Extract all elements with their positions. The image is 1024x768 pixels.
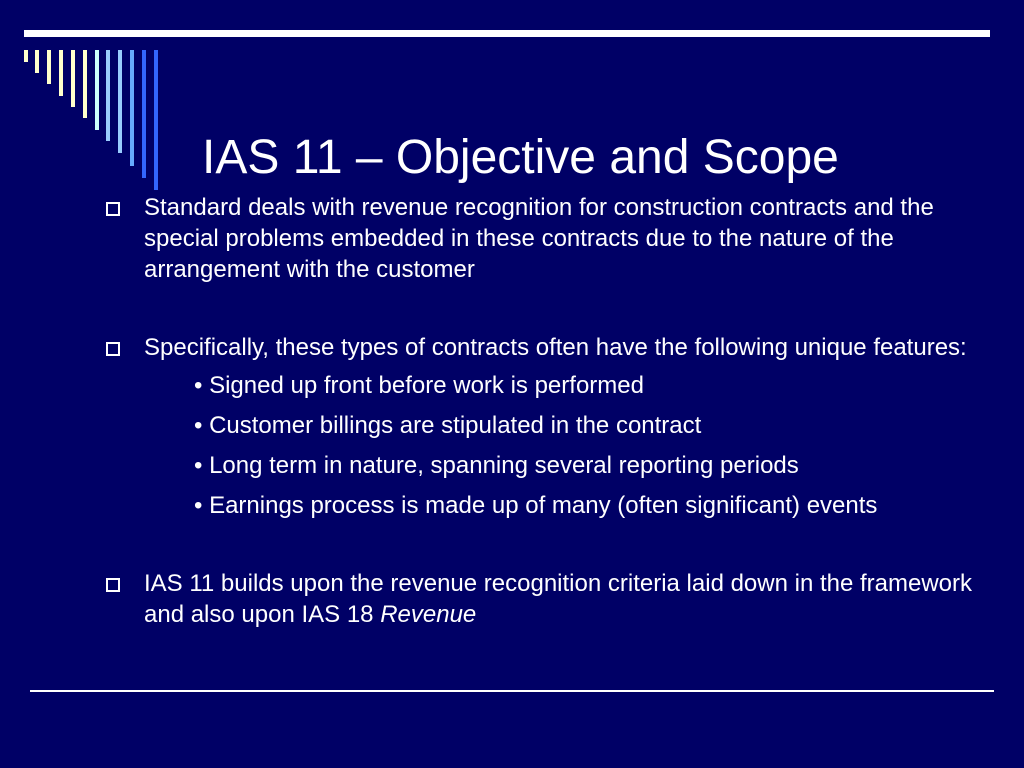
slide-title: IAS 11 – Objective and Scope bbox=[202, 131, 839, 184]
bullet-italic-text: Revenue bbox=[380, 601, 477, 628]
bullet-item bbox=[106, 192, 996, 285]
decorative-stripes bbox=[0, 0, 200, 200]
sub-item: • Earnings process is made up of many (often significant) events bbox=[194, 492, 878, 519]
sub-item: • Signed up front before work is performed bbox=[194, 372, 644, 399]
square-bullet-icon bbox=[106, 578, 120, 592]
bullet-text: Specifically, these types of contracts often have the following unique features: bbox=[144, 334, 967, 361]
sub-item: • Customer billings are stipulated in the contract bbox=[194, 412, 702, 439]
bullet-text: IAS 11 builds upon the revenue recognition criteria laid down in the framework and also upon IAS 18 bbox=[144, 570, 973, 628]
bullet-text: Standard deals with revenue recognition for construction contracts and the special problems embedded in these contracts due to the nature of the arrangement with the customer bbox=[144, 194, 934, 283]
sub-item: • Long term in nature, spanning several reporting periods bbox=[194, 452, 799, 479]
square-bullet-icon bbox=[106, 202, 120, 216]
bullet-list bbox=[106, 192, 996, 630]
bottom-rule bbox=[30, 690, 994, 692]
bullet-item bbox=[106, 568, 996, 630]
square-bullet-icon bbox=[106, 342, 120, 356]
bullet-item bbox=[106, 332, 996, 521]
sub-list bbox=[144, 370, 996, 521]
